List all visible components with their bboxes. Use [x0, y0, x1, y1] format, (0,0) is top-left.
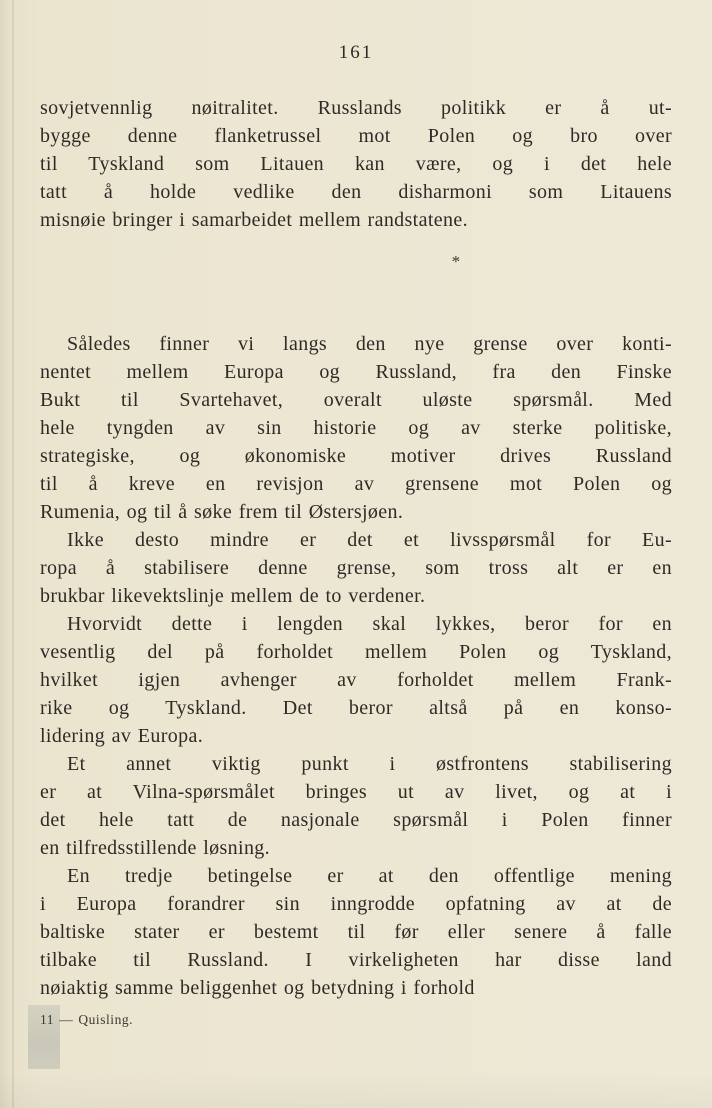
text-line: rike og Tyskland. Det beror altså på en konso- [40, 697, 672, 719]
text-line: brukbar likevektslinje mellem de to verdener. [40, 585, 426, 607]
text-line: Således finner vi langs den nye grense over konti- [67, 333, 672, 355]
text-line: til Tyskland som Litauen kan være, og i det hele [40, 153, 672, 175]
text-line: en tilfredsstillende løsning. [40, 837, 271, 859]
text-line: Hvorvidt dette i lengden skal lykkes, beror for en [67, 613, 672, 635]
text-line: baltiske stater er bestemt til før eller senere å falle [40, 921, 672, 943]
text-line: til å kreve en revisjon av grensene mot Polen og [40, 473, 672, 495]
paragraph [40, 610, 672, 750]
text-line: sovjetvennlig nøitralitet. Russlands politikk er å ut- [40, 97, 672, 119]
text-column [40, 94, 672, 1034]
text-line: hele tyngden av sin historie og av sterke politiske, [40, 417, 672, 439]
paragraph [40, 94, 672, 234]
asterisk-divider: * [451, 252, 461, 271]
text-line: vesentlig del på forholdet mellem Polen og Tyskland, [40, 641, 672, 663]
text-line: nentet mellem Europa og Russland, fra den Finske [40, 361, 672, 383]
section-separator [40, 234, 672, 330]
paragraph [40, 750, 672, 862]
text-line: misnøie bringer i samarbeidet mellem randstatene. [40, 209, 468, 231]
paragraph [40, 862, 672, 1002]
page-number: 161 [338, 42, 374, 63]
paragraph [40, 526, 672, 610]
text-line: Ikke desto mindre er det et livsspørsmål for Eu- [67, 529, 672, 551]
paragraph [40, 330, 672, 526]
text-line: hvilket igjen avhenger av forholdet mellem Frank- [40, 669, 672, 691]
text-line: Et annet viktig punkt i østfrontens stabilisering [67, 753, 672, 775]
text-line: i Europa forandrer sin inngrodde opfatning av at de [40, 893, 672, 915]
text-line: lidering av Europa. [40, 725, 204, 747]
text-line: ropa å stabilisere denne grense, som tross alt er en [40, 557, 672, 579]
text-line: En tredje betingelse er at den offentlige mening [67, 865, 672, 887]
text-line: bygge denne flanketrussel mot Polen og bro over [40, 125, 672, 147]
text-line: Rumenia, og til å søke frem til Østersjøen. [40, 501, 404, 523]
text-line: Bukt til Svartehavet, overalt uløste spørsmål. Med [40, 389, 672, 411]
text-line: det hele tatt de nasjonale spørsmål i Polen finner [40, 809, 672, 831]
text-line: tilbake til Russland. I virkeligheten har disse land [40, 949, 672, 971]
text-line: er at Vilna-spørsmålet bringes ut av livet, og at i [40, 781, 672, 803]
text-line: tatt å holde vedlike den disharmoni som Litauens [40, 181, 672, 203]
printer-signature: 11 — Quisling. [40, 1012, 134, 1027]
text-line: nøiaktig samme beliggenhet og betydning i forhold [40, 977, 475, 999]
text-line: strategiske, og økonomiske motiver drives Russland [40, 445, 672, 467]
